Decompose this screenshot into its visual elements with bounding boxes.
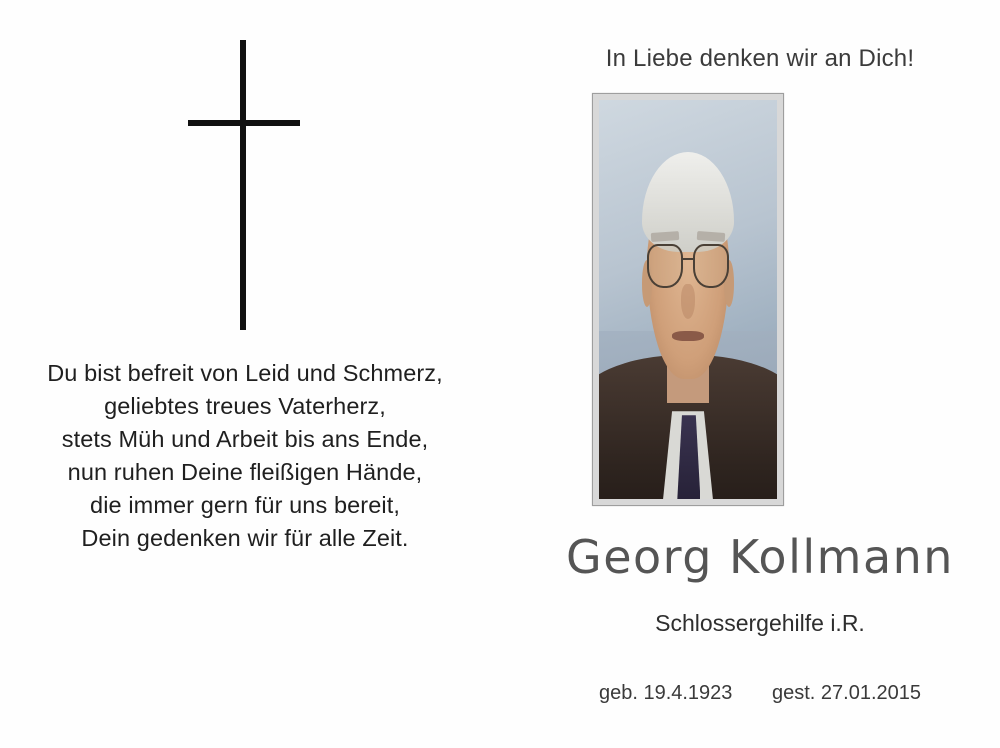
photo-glasses — [647, 244, 729, 288]
verse-line: Dein gedenken wir für alle Zeit. — [81, 525, 409, 551]
photo-eyebrow-right — [697, 231, 726, 242]
birth-date: geb. 19.4.1923 — [598, 682, 733, 704]
photo-eyebrow-left — [650, 231, 679, 242]
verse-line: Du bist befreit von Leid und Schmerz, — [47, 360, 443, 386]
verse-line: die immer gern für uns bereit, — [90, 492, 400, 518]
verse-line: nun ruhen Deine fleißigen Hände, — [67, 459, 423, 485]
photo-glasses-lens-right — [693, 244, 729, 288]
portrait-photo-frame — [592, 93, 784, 506]
memorial-verse — [0, 357, 490, 555]
verse-line: stets Müh und Arbeit bis ans Ende, — [61, 426, 429, 452]
cross-horizontal-bar — [188, 120, 300, 126]
life-dates — [520, 682, 1000, 705]
deceased-name: Georg Kollmann — [566, 530, 954, 584]
cross-vertical-bar — [240, 40, 246, 330]
headline-text: In Liebe denken wir an Dich! — [605, 45, 915, 72]
photo-glasses-lens-left — [647, 244, 683, 288]
death-date: gest. 27.01.2015 — [772, 682, 922, 704]
portrait-photo — [599, 100, 777, 499]
right-column — [520, 0, 1000, 748]
profession-text: Schlossergehilfe i.R. — [655, 610, 865, 636]
photo-mouth — [672, 331, 704, 341]
photo-glasses-bridge — [683, 258, 693, 260]
verse-line: geliebtes treues Vaterherz, — [104, 393, 386, 419]
